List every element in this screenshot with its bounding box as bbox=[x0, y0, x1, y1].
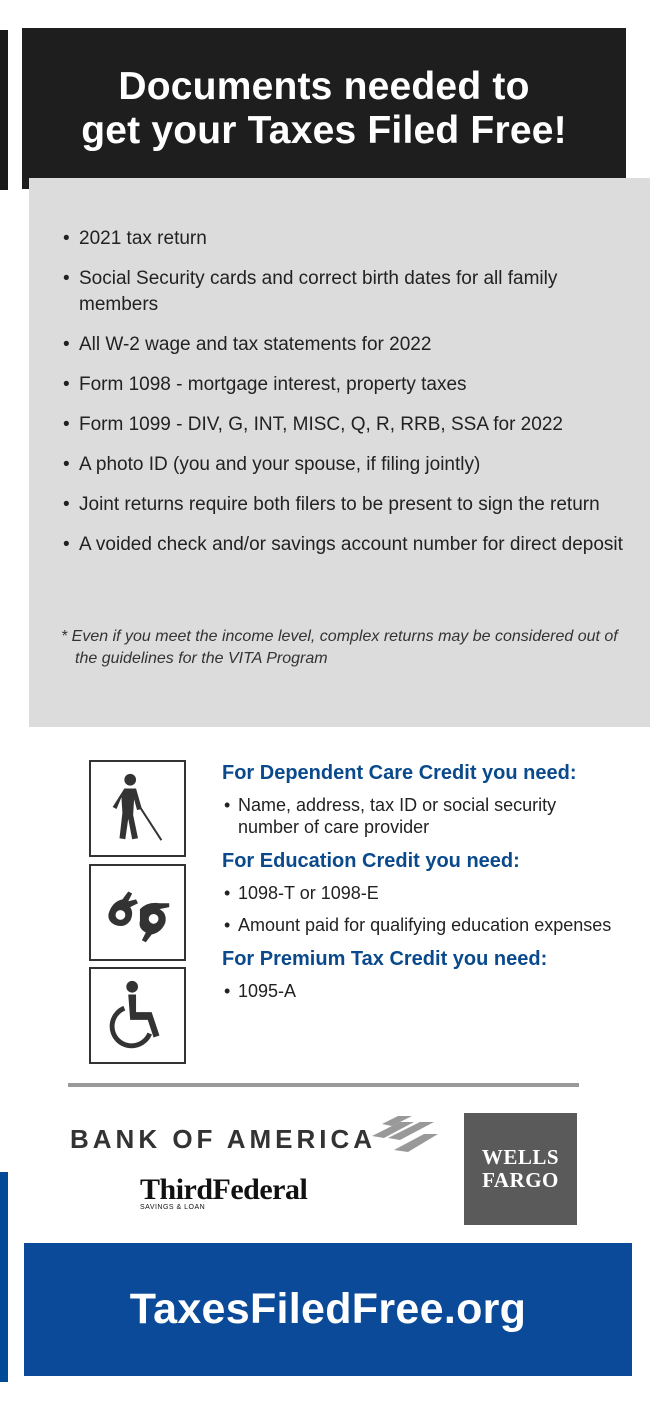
blind-person-cane-icon bbox=[99, 770, 177, 848]
blind-person-cane-icon-box bbox=[89, 760, 186, 857]
documents-list bbox=[61, 226, 641, 572]
document-item: • A photo ID (you and your spouse, if filing jointly) bbox=[61, 452, 641, 478]
document-item: • All W-2 wage and tax statements for 2022 bbox=[61, 332, 641, 358]
education-credit bbox=[222, 848, 622, 936]
premium-tax-credit bbox=[222, 946, 622, 1002]
credit-item: • 1098-T or 1098-E bbox=[222, 882, 622, 904]
bank-of-america-flag-icon bbox=[368, 1116, 440, 1156]
credit-item: • Amount paid for qualifying education expenses bbox=[222, 914, 622, 936]
dependent-care-credit bbox=[222, 760, 622, 838]
document-item: • A voided check and/or savings account number for direct deposit bbox=[61, 532, 641, 558]
wells-fargo-line-2: FARGO bbox=[482, 1168, 559, 1192]
credit-heading: For Education Credit you need: bbox=[222, 850, 520, 872]
wheelchair-icon bbox=[99, 977, 177, 1055]
credit-heading: For Dependent Care Credit you need: bbox=[222, 762, 577, 784]
credit-item: • Name, address, tax ID or social security number of care provider bbox=[222, 794, 622, 838]
bank-of-america-logo: BANK OF AMERICA bbox=[70, 1124, 377, 1154]
edge-bar-bottom bbox=[0, 1172, 8, 1382]
credit-heading: For Premium Tax Credit you need: bbox=[222, 948, 548, 970]
credits-section bbox=[222, 760, 622, 1012]
wells-fargo-logo bbox=[464, 1113, 577, 1225]
documents-panel bbox=[29, 178, 650, 727]
page-title-line-1: Documents needed to bbox=[118, 64, 530, 108]
document-item: • Social Security cards and correct birth dates for all family members bbox=[61, 266, 641, 318]
document-item: • Form 1099 - DIV, G, INT, MISC, Q, R, RRB, SSA for 2022 bbox=[61, 412, 641, 438]
third-federal-logo bbox=[140, 1174, 340, 1212]
third-federal-subtitle: SAVINGS & LOAN bbox=[140, 1204, 206, 1211]
guidelines-note: * Even if you meet the income level, complex returns may be considered out of the guidelines for the VITA Program bbox=[61, 628, 618, 667]
wells-fargo-line-1: WELLS bbox=[481, 1145, 560, 1169]
document-item: • Form 1098 - mortgage interest, property taxes bbox=[61, 372, 641, 398]
page-title-line-2: get your Taxes Filed Free! bbox=[81, 108, 567, 152]
sign-language-icon-box bbox=[89, 864, 186, 961]
document-item: • 2021 tax return bbox=[61, 226, 641, 252]
document-item: • Joint returns require both filers to be present to sign the return bbox=[61, 492, 641, 518]
footer-banner bbox=[24, 1243, 632, 1376]
sign-language-icon bbox=[99, 874, 177, 952]
wheelchair-icon-box bbox=[89, 967, 186, 1064]
credit-item: • 1095-A bbox=[222, 980, 622, 1002]
third-federal-name: ThirdFederal bbox=[140, 1173, 308, 1206]
divider bbox=[68, 1083, 579, 1087]
website-url[interactable]: TaxesFiledFree.org bbox=[129, 1285, 527, 1333]
header-banner bbox=[22, 28, 626, 189]
edge-bar-top bbox=[0, 30, 8, 190]
